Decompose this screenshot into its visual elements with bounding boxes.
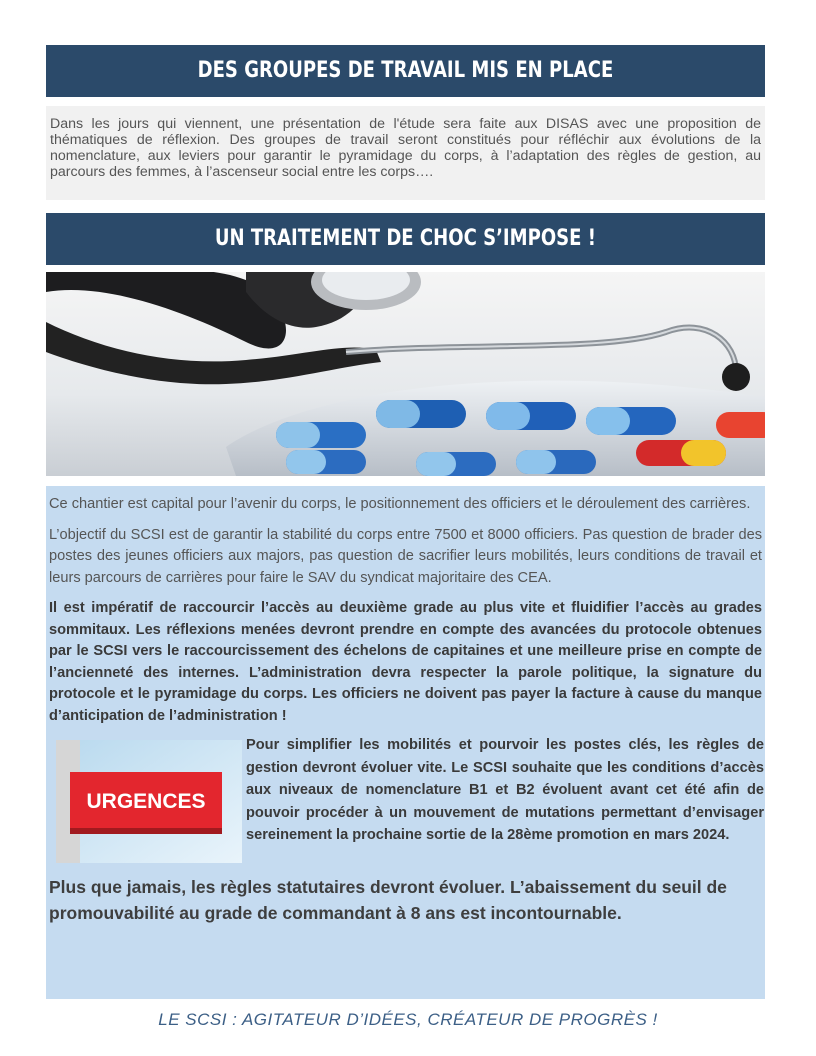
groupes-text-box [46, 106, 765, 200]
imperatif-paragraph: Il est impératif de raccourcir l’accès au deuxième grade au plus vite et fluidifier l’accès au grades sommitaux. Les réflexions menées devront prendre en compte des avancées du protocole obtenues par le SCSI vers le raccourcissement des échelons de capitaines et une meilleure prise en compte de l’ancienneté des internes. L’administration devra respecter la parole politique, la signature du protocole et le pyramidage du corps. Les officiers ne doivent pas payer la facture à cause du manque d’anticipation de l’administration ! [49, 600, 762, 724]
urgences-row [49, 734, 762, 866]
section-title-traitement-text: UN TRAITEMENT DE CHOC S’IMPOSE ! [214, 226, 597, 251]
section-title-groupes-text: DES GROUPES DE TRAVAIL MIS EN PLACE [197, 58, 614, 83]
section-title-traitement [46, 213, 765, 265]
footer-slogan: LE SCSI : AGITATEUR D’IDÉES, CRÉATEUR DE PROGRÈS ! [158, 1010, 658, 1029]
objectif-paragraph: L’objectif du SCSI est de garantir la stabilité du corps entre 7500 et 8000 officiers. Pas question de brader des postes des jeunes officiers aux majors, pas question de sacrifier leurs mobilités, leurs conditions de travail et leurs parcours de carrières pour faire le SAV du syndicat majoritaire des CEA. [49, 526, 762, 586]
chantier-paragraph: Ce chantier est capital pour l’avenir du corps, le positionnement des officiers et le déroulement des carrières. [49, 496, 751, 512]
urgences-sign-text: URGENCES [86, 790, 206, 813]
section-title-groupes [46, 45, 765, 97]
stethoscope-pills-illustration [46, 272, 765, 476]
conclusion-paragraph: Plus que jamais, les règles statutaires devront évoluer. L’abaissement du seuil de promouvabilité au grade de commandant à 8 ans est incontournable. [49, 877, 727, 923]
mobilites-paragraph: Pour simplifier les mobilités et pourvoir les postes clés, les règles de gestion devront évoluer vite. Le SCSI souhaite que les conditions d’accès aux niveaux de nomenclature B1 et B2 évoluent avant cet été afin de pouvoir procéder à un mouvement de mutations permettant d’envisager sereinement la prochaine sortie de la 28ème promotion en mars 2024. [246, 737, 764, 844]
groupes-paragraph: Dans les jours qui viennent, une présentation de l'étude sera faite aux DISAS avec une proposition de thématiques de réflexion. Des groupes de travail seront constitués pour réfléchir aux évolutions de la nomenclature, aux leviers pour garantir le pyramidage du corps, à l’adaptation des règles de gestion, au parcours des femmes, à l’ascenseur social entre les corps…. [50, 116, 761, 180]
mobilites-text [246, 734, 764, 847]
traitement-text-box [46, 486, 765, 999]
urgences-image [56, 740, 242, 863]
medical-photo [46, 272, 765, 476]
